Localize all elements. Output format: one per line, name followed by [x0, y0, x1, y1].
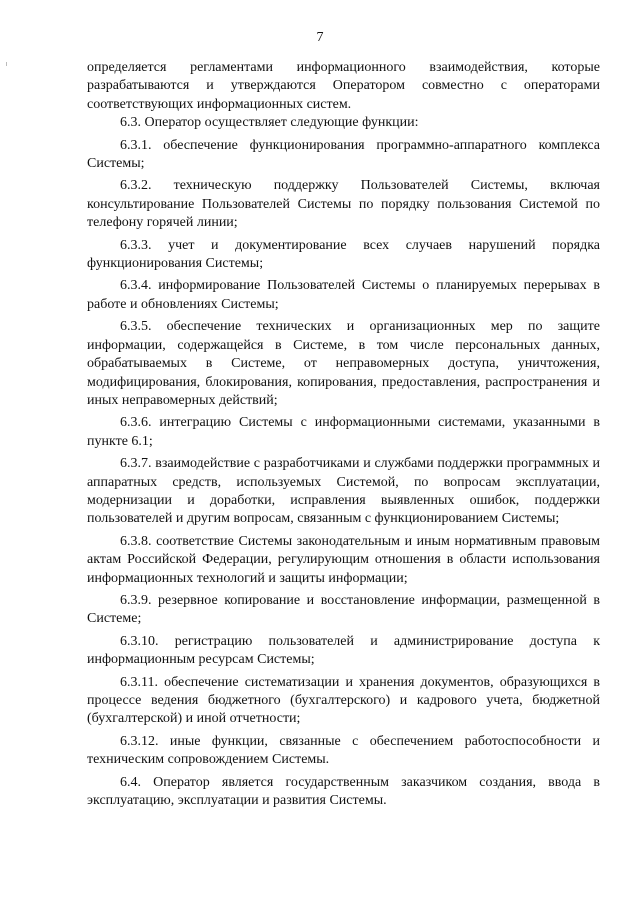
paragraph-6-3: 6.3. Оператор осуществляет следующие функции: — [120, 115, 419, 131]
paragraph-6-3-5: 6.3.5. обеспечение технических и организационных мер по защите информации, содержащейся в Системе, в том числе персональных данных, обрабатываемых в Системе, от неправомерных доступа, уничтожения, модифицирования, блокирования, копирования, предоставления, распространения и иных неправомерных действий; — [87, 319, 600, 408]
paragraph-6-3-11: 6.3.11. обеспечение систематизации и хранения документов, образующихся в процессе ведения бюджетного (бухгалтерского) и кадрового учета, бюджетной (бухгалтерской) и иной отчетности; — [87, 674, 600, 727]
document-body — [87, 59, 600, 810]
paragraph-6-3-7: 6.3.7. взаимодействие с разработчиками и службами поддержки программных и аппаратных средств, используемых Системой, по вопросам эксплуатации, модернизации и доработки, исправления выявленных ошибок, поддержки пользователей и другим вопросам, связанным с функционированием Системы; — [87, 456, 600, 527]
scan-edge-mark — [6, 62, 7, 66]
paragraph-6-3-2: 6.3.2. техническую поддержку Пользователей Системы, включая консультирование Пользователей Системы по порядку пользования Системой по телефону горячей линии; — [87, 178, 600, 231]
paragraph-6-3-4: 6.3.4. информирование Пользователей Системы о планируемых перерывах в работе и обновлениях Системы; — [87, 278, 600, 312]
paragraph-6-3-10: 6.3.10. регистрацию пользователей и администрирование доступа к информационным ресурсам Системы; — [87, 633, 600, 668]
paragraph-6-4: 6.4. Оператор является государственным заказчиком создания, ввода в эксплуатацию, эксплуатации и развития Системы. — [87, 774, 600, 809]
paragraph-6-3-9: 6.3.9. резервное копирование и восстановление информации, размещенной в Системе; — [87, 592, 600, 627]
paragraph-6-3-6: 6.3.6. интеграцию Системы с информационными системами, указанными в пункте 6.1; — [87, 415, 600, 449]
paragraph-continuation: определяется регламентами информационного взаимодействия, которые разрабатываются и утверждаются Оператором совместно с операторами соответствующих информационных систем. — [87, 60, 600, 112]
paragraph-6-3-3: 6.3.3. учет и документирование всех случаев нарушений порядка функционирования Системы; — [87, 237, 600, 272]
paragraph-6-3-1: 6.3.1. обеспечение функционирования программно-аппаратного комплекса Системы; — [87, 137, 600, 172]
page-number: 7 — [316, 30, 324, 45]
paragraph-6-3-8: 6.3.8. соответствие Системы законодательным и иным нормативным правовым актам Российской Федерации, регулирующим отношения в области использования информационных технологий и защиты информации; — [87, 533, 600, 586]
paragraph-6-3-12: 6.3.12. иные функции, связанные с обеспечением работоспособности и техническим сопровождением Системы. — [87, 733, 600, 768]
